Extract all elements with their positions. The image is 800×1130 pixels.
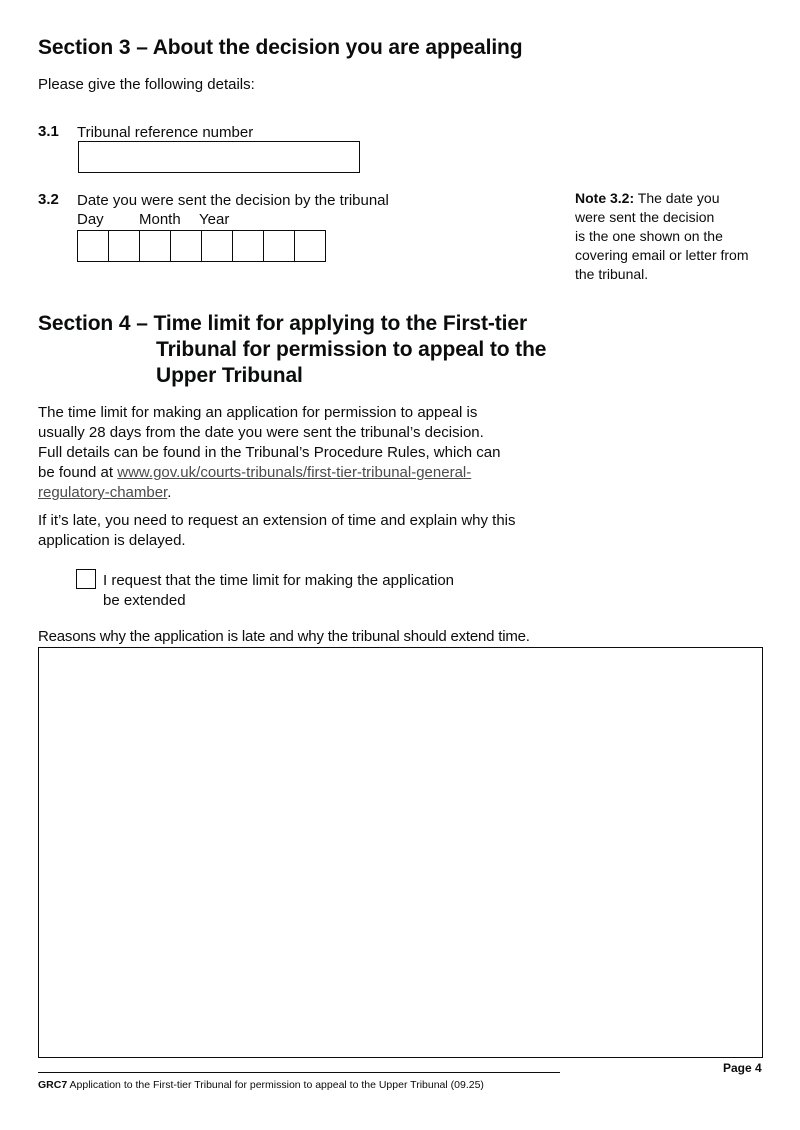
time-limit-line-4-prefix: be found at xyxy=(38,464,118,481)
note-line-5: the tribunal. xyxy=(575,266,649,282)
extension-line-2: application is delayed. xyxy=(38,532,186,549)
section-3-intro: Please give the following details: xyxy=(38,76,255,93)
footer-divider xyxy=(38,1072,560,1073)
extension-paragraph xyxy=(38,511,516,551)
question-number-3-1: 3.1 xyxy=(38,123,59,140)
section-4-heading-line-2: Tribunal for permission to appeal to the xyxy=(156,338,547,361)
note-line-2: were sent the decision xyxy=(575,209,715,225)
time-limit-line-3: Full details can be found in the Tribunal’s Procedure Rules, which can xyxy=(38,444,501,461)
year-digit-3-input[interactable] xyxy=(263,230,295,262)
extension-request-label xyxy=(103,571,454,611)
month-digit-1-input[interactable] xyxy=(139,230,171,262)
gov-uk-link[interactable]: www.gov.uk/courts-tribunals/first-tier-tribunal-general- xyxy=(117,464,472,481)
year-digit-2-input[interactable] xyxy=(232,230,264,262)
month-label: Month xyxy=(139,211,181,228)
gov-uk-link-continued[interactable]: regulatory-chamber xyxy=(38,484,168,501)
form-title: Application to the First-tier Tribunal for permission to appeal to the Upper Tribunal (09.25) xyxy=(69,1079,484,1091)
reasons-label: Reasons why the application is late and why the tribunal should extend time. xyxy=(38,628,530,645)
time-limit-paragraph xyxy=(38,403,501,503)
footer-form-info xyxy=(38,1078,484,1092)
year-digit-1-input[interactable] xyxy=(201,230,233,262)
time-limit-end: . xyxy=(167,484,172,501)
page-number: Page 4 xyxy=(723,1061,762,1075)
day-digit-1-input[interactable] xyxy=(77,230,109,262)
section-3-heading: Section 3 – About the decision you are appealing xyxy=(38,36,523,59)
extension-request-label-line-2: be extended xyxy=(103,592,186,609)
day-digit-2-input[interactable] xyxy=(108,230,140,262)
note-3-2 xyxy=(575,189,775,284)
note-line-1: The date you xyxy=(637,190,720,206)
tribunal-reference-label: Tribunal reference number xyxy=(77,124,254,141)
time-limit-line-1: The time limit for making an application for permission to appeal is xyxy=(38,404,478,421)
note-line-4: covering email or letter from xyxy=(575,247,749,263)
section-4-heading xyxy=(38,311,546,389)
form-code: GRC7 xyxy=(38,1079,68,1091)
extension-request-checkbox[interactable] xyxy=(76,569,96,589)
reasons-textarea[interactable] xyxy=(38,647,763,1058)
question-number-3-2: 3.2 xyxy=(38,191,59,208)
year-digit-4-input[interactable] xyxy=(294,230,326,262)
extension-line-1: If it’s late, you need to request an extension of time and explain why this xyxy=(38,512,516,529)
section-4-heading-line-1: Section 4 – Time limit for applying to the First-tier xyxy=(38,312,528,335)
year-label: Year xyxy=(199,211,230,228)
extension-request-label-line-1: I request that the time limit for making the application xyxy=(103,572,455,589)
decision-date-label: Date you were sent the decision by the tribunal xyxy=(77,192,389,209)
note-line-3: is the one shown on the xyxy=(575,228,723,244)
decision-date-field xyxy=(77,230,326,262)
note-title: Note 3.2: xyxy=(575,190,635,206)
time-limit-line-2: usually 28 days from the date you were sent the tribunal’s decision. xyxy=(38,424,484,441)
day-label: Day xyxy=(77,211,104,228)
tribunal-reference-input[interactable] xyxy=(78,141,360,173)
section-4-heading-line-3: Upper Tribunal xyxy=(156,364,303,387)
month-digit-2-input[interactable] xyxy=(170,230,202,262)
